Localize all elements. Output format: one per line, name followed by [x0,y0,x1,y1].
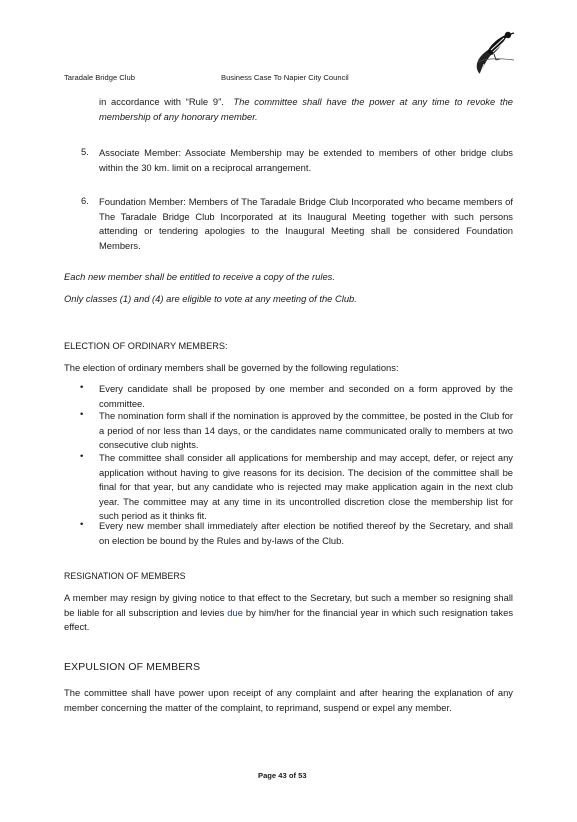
voting-note: Only classes (1) and (4) are eligible to vote at any meeting of the Club. [64,293,357,304]
foundation-member-clause: Foundation Member: Members of The Taradale Bridge Club Incorporated who became members of The Taradale Bridge Club Incorporated at its Inaugural Meeting together with such persons attending or tendering apologies to the Inaugural Meeting shall be considered Foundation Members. [99,196,513,251]
bullet-icon: • [80,519,84,530]
resignation-text-part1: A member may resign by giving notice to that effect to the Secretary, but such a member so resigning shall be liable for all subscription and levies [64,592,513,618]
election-intro: The election of ordinary members shall be governed by the following regulations: [64,362,399,373]
election-bullet-1: Every candidate shall be proposed by one member and seconded on a form approved by the committee. [99,383,513,409]
rule-9-reference: in accordance with “Rule 9”. [99,96,224,107]
item-5-number: 5. [81,146,89,157]
expulsion-text: The committee shall have power upon receipt of any complaint and after hearing the explanation of any member concerning the matter of the complaint, to reprimand, suspend or expel any member. [64,687,513,713]
bullet-icon: • [80,409,84,420]
item-6-number: 6. [81,195,89,206]
revoke-clause: The committee shall have the power at any time to revoke the membership of any honorary member. [99,96,513,122]
expulsion-heading: EXPULSION OF MEMBERS [64,662,201,673]
associate-member-clause: Associate Member: Associate Membership may be extended to members of other bridge clubs within the 30 km. limit on a reciprocal arrangement. [99,147,513,173]
fantail-bird-logo-icon [470,28,520,76]
resignation-heading: RESIGNATION OF MEMBERS [64,571,186,581]
bullet-icon: • [80,382,84,393]
election-heading: ELECTION OF ORDINARY MEMBERS: [64,341,228,351]
election-bullet-4: Every new member shall immediately after election be notified thereof by the Secretary, and shall on election be bound by the Rules and by-laws of the Club. [99,520,513,546]
page-number: Page 43 of 53 [258,771,307,780]
rules-copy-note: Each new member shall be entitled to receive a copy of the rules. [64,271,335,282]
election-bullet-2: The nomination form shall if the nomination is approved by the committee, be posted in the Club for a period of nor less than 14 days, or the candidates name communicated orally to members at two consecutive club nights. [99,410,513,451]
resignation-text [64,591,513,635]
header-document-title: Business Case To Napier City Council [221,73,349,82]
resignation-text-part2: by him/her for the financial year in which such resignation takes effect. [64,606,514,633]
header-club-name: Taradale Bridge Club [64,73,135,82]
honorary-member-continuation [99,95,513,124]
resignation-due-word: due [227,606,243,618]
election-bullet-3: The committee shall consider all applications for membership and may accept, defer, or reject any application without having to give reasons for its decision. The decision of the committee shall be final for that year, but any candidate who is rejected may make application again in the next club year. The committee may at any time in its uncontrolled discretion close the membership list for such period as it thinks fit. [99,452,513,522]
bullet-icon: • [80,451,84,462]
